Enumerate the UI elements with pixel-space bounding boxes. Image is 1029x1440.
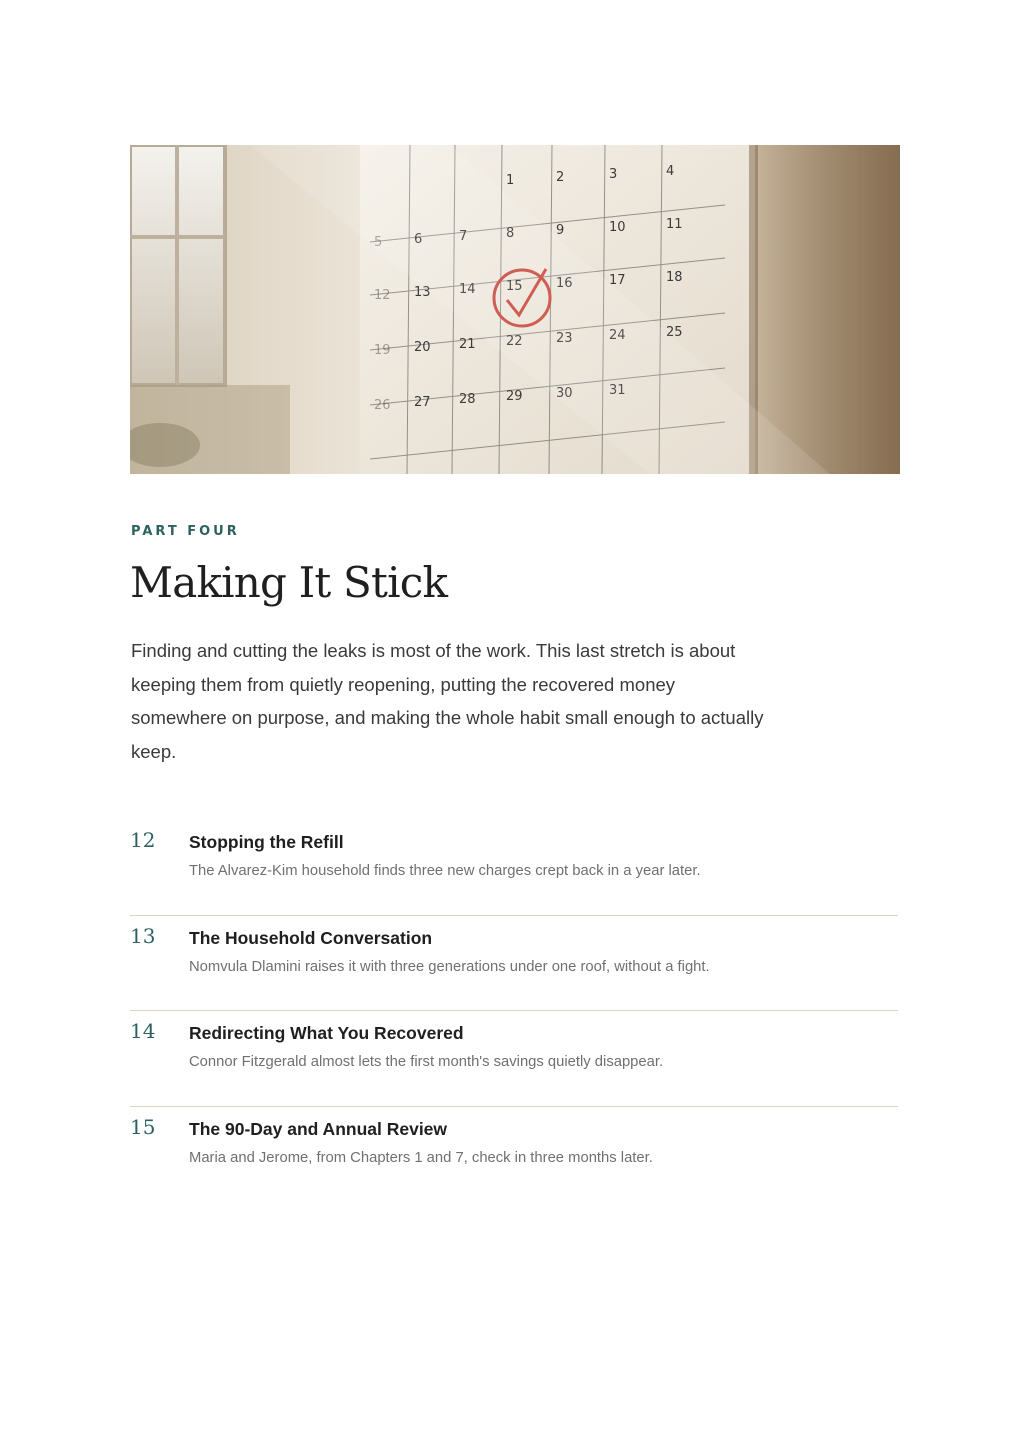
calendar-day-number: 5: [374, 235, 383, 250]
calendar-day-number: 11: [666, 217, 683, 232]
calendar-day-number: 22: [506, 334, 523, 349]
calendar-day-number: 24: [609, 328, 626, 343]
calendar-day-number: 23: [556, 331, 573, 346]
calendar-photo: [130, 145, 900, 474]
chapter-number: 15: [130, 1114, 156, 1139]
calendar-day-number: 25: [666, 325, 683, 340]
calendar-day-number: 2: [556, 170, 565, 185]
chapter-item[interactable]: [130, 1011, 898, 1107]
chapter-number: 13: [130, 923, 156, 948]
chapter-title[interactable]: The 90-Day and Annual Review: [189, 1118, 448, 1139]
page-title: Making It Stick: [130, 558, 448, 607]
calendar-day-number: 1: [506, 173, 515, 188]
calendar-day-number: 31: [609, 383, 626, 398]
calendar-day-number: 28: [459, 392, 476, 407]
calendar-day-number: 21: [459, 337, 476, 352]
hero-image: [130, 145, 900, 474]
chapter-title[interactable]: The Household Conversation: [189, 927, 433, 948]
calendar-day-number: 7: [459, 229, 468, 244]
calendar-day-number: 16: [556, 276, 573, 291]
calendar-day-number: 30: [556, 386, 573, 401]
chapter-item[interactable]: [130, 1107, 898, 1203]
calendar-day-number: 18: [666, 270, 683, 285]
calendar-day-number: 9: [556, 223, 565, 238]
calendar-day-number: 3: [609, 167, 618, 182]
calendar-day-number: 19: [374, 343, 391, 358]
part-label: PART FOUR: [131, 524, 240, 539]
calendar-day-number: 14: [459, 282, 476, 297]
calendar-day-number: 26: [374, 398, 391, 413]
chapter-description: The Alvarez-Kim household finds three new charges crept back in a year later.: [189, 863, 701, 879]
chapter-description: Nomvula Dlamini raises it with three generations under one roof, without a fight.: [189, 958, 710, 975]
calendar-day-number: 10: [609, 220, 626, 235]
chapter-description: Maria and Jerome, from Chapters 1 and 7, check in three months later.: [189, 1149, 653, 1166]
chapter-item[interactable]: [130, 916, 898, 1012]
intro-paragraph: Finding and cutting the leaks is most of the work. This last stretch is about keeping them from quietly reopening, putting the recovered money somewhere on purpose, and making the whole habit small enough to actually keep.: [131, 640, 764, 762]
calendar-day-number: 6: [414, 232, 423, 247]
calendar-day-number: 27: [414, 395, 431, 410]
chapter-title[interactable]: Redirecting What You Recovered: [189, 1023, 464, 1043]
chapter-title[interactable]: Stopping the Refill: [189, 832, 344, 852]
chapter-list: [130, 820, 898, 1202]
calendar-day-number: 15: [506, 279, 523, 294]
chapter-number: 14: [130, 1019, 156, 1043]
calendar-day-number: 17: [609, 273, 626, 288]
calendar-day-number: 20: [414, 340, 431, 355]
calendar-day-number: 29: [506, 389, 523, 404]
calendar-day-number: 12: [374, 288, 391, 303]
chapter-description: Connor Fitzgerald almost lets the first month's savings quietly disappear.: [189, 1054, 664, 1070]
calendar-day-number: 8: [506, 226, 515, 241]
chapter-number: 12: [130, 828, 156, 852]
chapter-item[interactable]: [130, 820, 898, 916]
calendar-day-number: 4: [666, 164, 675, 179]
calendar-day-number: 13: [414, 285, 431, 300]
